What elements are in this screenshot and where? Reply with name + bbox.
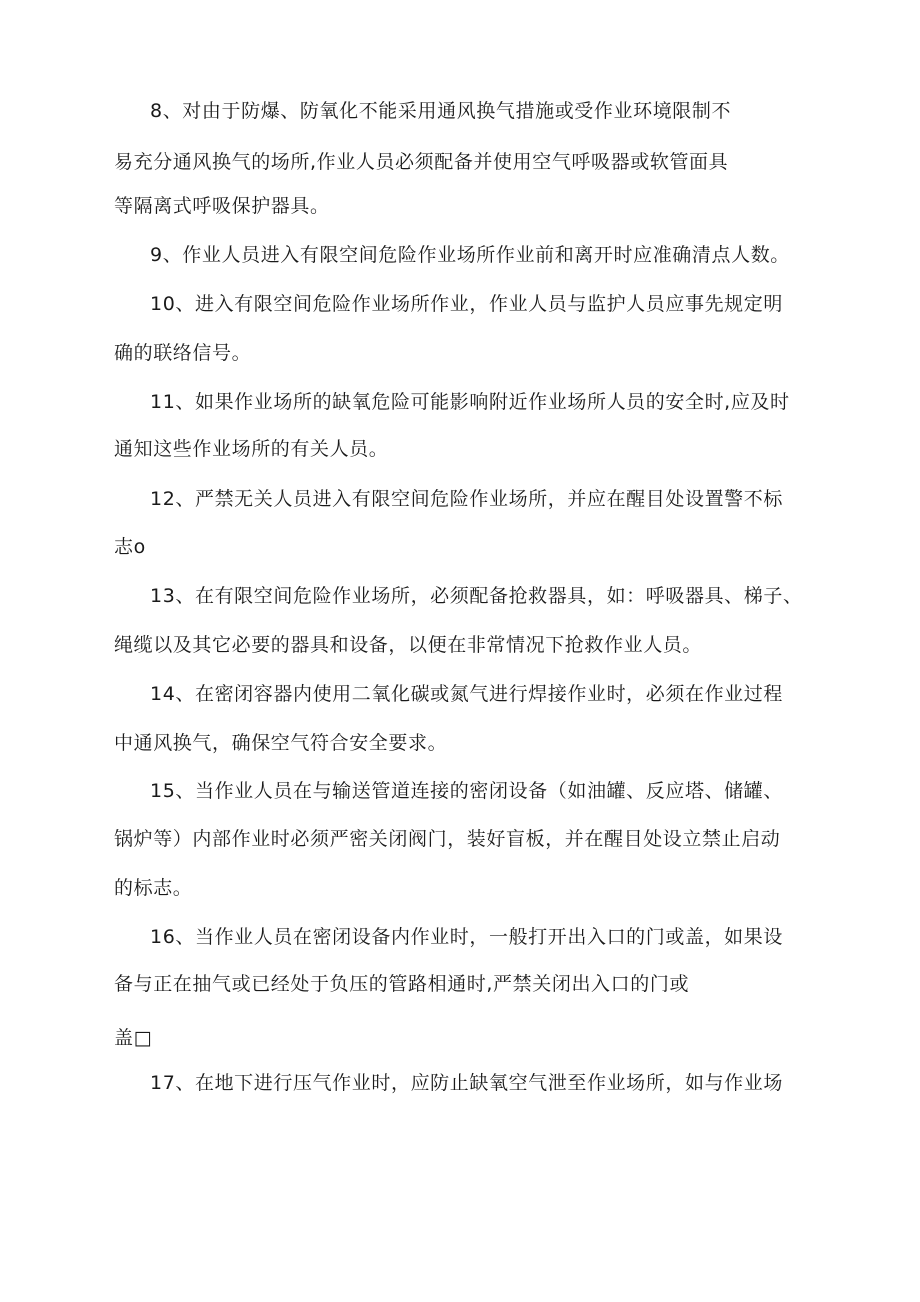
paragraph-8-line-1: 8、对由于防爆、防氧化不能采用通风换气措施或受作业环境限制不 [150,100,732,122]
paragraph-10-line-2: 确的联络信号。 [114,342,252,364]
paragraph-8-line-3: 等隔离式呼吸保护器具。 [114,195,330,217]
paragraph-15-line-2: 锅炉等）内部作业时必须严密关闭阀门，装好盲板，并在醒目处设立禁止启动 [114,828,781,850]
paragraph-16-line-1: 16、当作业人员在密闭设备内作业时，一般打开出入口的门或盖，如果设 [150,926,783,948]
paragraph-10-line-1: 10、进入有限空间危险作业场所作业，作业人员与监护人员应事先规定明 [150,293,783,315]
paragraph-16-line-2: 备与正在抽气或已经处于负压的管路相通时,严禁关闭出入口的门或 [114,973,690,995]
paragraph-9-line-1: 9、作业人员进入有限空间危险作业场所作业前和离开时应准确清点人数。 [150,244,790,266]
paragraph-11-line-1: 11、如果作业场所的缺氧危险可能影响附近作业场所人员的安全时,应及时 [150,391,790,413]
paragraph-15-line-1: 15、当作业人员在与输送管道连接的密闭设备（如油罐、反应塔、储罐、 [150,780,783,802]
paragraph-13-line-1: 13、在有限空间危险作业场所，必须配备抢救器具，如：呼吸器具、梯子、 [150,585,803,607]
paragraph-15-line-3: 的标志。 [114,877,193,899]
paragraph-12-line-2: 志o [114,536,146,558]
paragraph-14-line-2: 中通风换气，确保空气符合安全要求。 [114,732,448,754]
paragraph-17-line-1: 17、在地下进行压气作业时，应防止缺氧空气泄至作业场所，如与作业场 [150,1072,783,1094]
paragraph-8-line-2: 易充分通风换气的场所,作业人员必须配备并使用空气呼吸器或软管面具 [114,151,729,173]
paragraph-11-line-2: 通知这些作业场所的有关人员。 [114,438,389,460]
paragraph-12-line-1: 12、严禁无关人员进入有限空间危险作业场所，并应在醒目处设置警不标 [150,488,783,510]
paragraph-16-line-3: 盖□ [114,1027,153,1049]
paragraph-13-line-2: 绳缆以及其它必要的器具和设备，以便在非常情况下抢救作业人员。 [114,634,703,656]
paragraph-14-line-1: 14、在密闭容器内使用二氧化碳或氮气进行焊接作业时，必须在作业过程 [150,683,783,705]
